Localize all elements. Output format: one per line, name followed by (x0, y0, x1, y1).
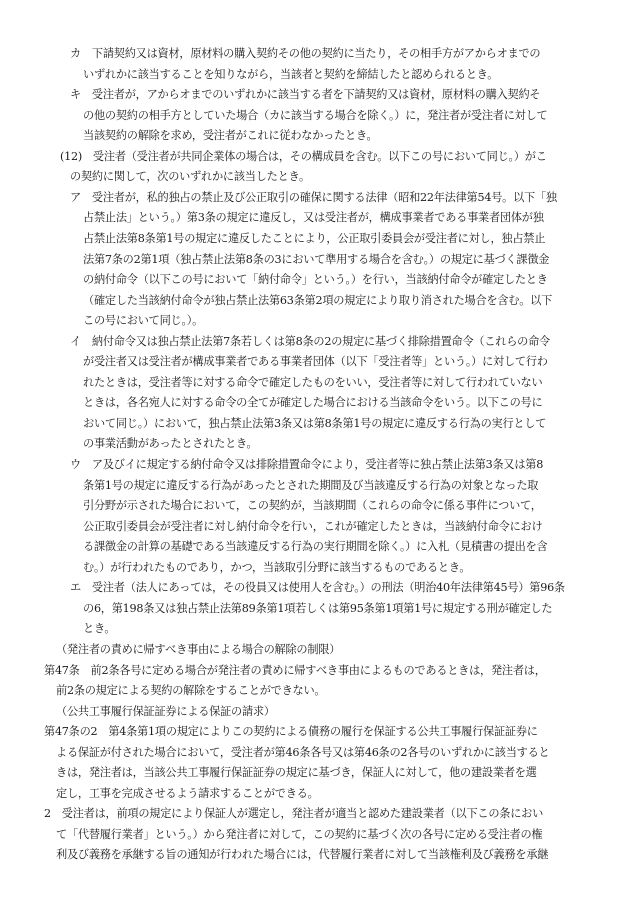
text-line: いずれかに該当することを知りながら，当該者と契約を締結したと認められるとき。 (83, 67, 499, 81)
text-line: イ 納付命令又は独占禁止法第7条若しくは第8条の2の規定に基づく排除措置命令（これらの命令 (70, 334, 550, 348)
text-line: の6，第198条又は独占禁止法第89条第1項若しくは第95条第1項第1号に規定する刑が確定した (83, 601, 553, 615)
text-line: の契約に関して，次のいずれかに該当したとき。 (70, 170, 310, 184)
text-line: の他の契約の相手方としていた場合（カに該当する場合を除く。）に，発注者が受注者に対して (83, 108, 548, 122)
text-line: ときは，各名宛人に対する命令の全てが確定した場合における当該命令をいう。以下この号に (83, 396, 543, 410)
text-line: 当該契約の解除を求め，受注者がこれに従わなかったとき。 (83, 129, 378, 143)
text-line: の事業活動があったとされたとき。 (83, 437, 258, 451)
text-line: 公正取引委員会が受注者に対し納付命令を行い，これが確定したときは，当該納付命令におけ (83, 519, 543, 533)
text-line: て「代替履行業者」という。）から発注者に対して，この契約に基づく次の各号に定める受注者の権 (56, 827, 543, 841)
text-line: 占禁止法」という。）第3条の規定に違反し，又は受注者が，構成事業者である事業者団体が独 (83, 211, 544, 225)
text-line: れたときは，受注者等に対する命令で確定したものをいい，受注者等に対して行われていない (83, 375, 543, 389)
text-line: ア 受注者が，私的独占の禁止及び公正取引の確保に関する法律（昭和22年法律第54号。以下「独 (70, 190, 557, 204)
text-line: む。）が行われたものであり，かつ，当該取引分野に該当するものであるとき。 (83, 560, 471, 574)
text-line: 法第7条の2第1項（独占禁止法第8条の3において準用する場合を含む。）の規定に基づく課徴金 (83, 252, 550, 266)
text-line: きは，発注者は，当該公共工事履行保証証券の規定に基づき，保証人に対して，他の建設業者を選 (56, 766, 537, 780)
text-line: この号において同じ。）。 (83, 314, 204, 328)
text-line: 定し，工事を完成させるよう請求することができる。 (56, 786, 319, 800)
text-line: キ 受注者が，アからオまでのいずれかに該当する者を下請契約又は資材，原材料の購入契約そ (70, 88, 541, 102)
text-line: の納付命令（以下この号において「納付命令」という。）を行い，当該納付命令が確定したとき (83, 273, 548, 287)
text-line: ウ ア及びイに規定する納付命令又は排除措置命令により，受注者等に独占禁止法第3条又は第8 (70, 458, 544, 471)
text-line: 条第1号の規定に違反する行為があったとされた期間及び当該違反する行為の対象となった取 (83, 478, 539, 492)
text-line: （確定した当該納付命令が独占禁止法第63条第2項の規定により取り消された場合を含む。以下 (83, 293, 553, 307)
paragraph-text: 2 受注者は，前項の規定により保証人が選定し，発注者が適当と認めた建設業者（以下この条におい (44, 807, 544, 821)
text-line: 利及び義務を承継する旨の通知が行われた場合には，代替履行業者に対して当該権利及び義務を承継 (56, 848, 549, 862)
article-text: 第47条の2 第4条第1項の規定によりこの契約による債務の履行を保証する公共工事履行保証証券に (44, 725, 538, 739)
text-line: 占禁止法第8条第1号の規定に違反したことにより，公正取引委員会が受注者に対し，独占禁止 (83, 231, 546, 245)
article-text: 第47条 前2条各号に定める場合が発注者の責めに帰すべき事由によるものであるときは，発注者は， (44, 663, 546, 677)
text-line: 引分野が示された場合において，この契約が，当該期間（これらの命令に係る事件について， (83, 499, 542, 513)
section-heading: （発注者の責めに帰すべき事由による場合の解除の制限） (56, 642, 341, 656)
text-line: おいて同じ。）において，独占禁止法第3条又は第8条第1号の規定に違反する行為の実行として (83, 416, 547, 430)
text-line: る課徴金の計算の基礎である当該違反する行為の実行期間を除く。）に入札（見積書の提出を含 (83, 540, 548, 554)
text-line: カ 下請契約又は資材，原材料の購入契約その他の契約に当たり，その相手方がアからオまでの (70, 47, 541, 60)
text-line: とき。 (83, 622, 116, 636)
text-line: 前2条の規定による契約の解除をすることができない。 (56, 684, 326, 698)
section-heading: （公共工事履行保証証券による保証の請求） (56, 704, 275, 718)
text-line: (12) 受注者（受注者が共同企業体の場合は，その構成員を含む。以下この号において同じ。）がこ (60, 149, 547, 163)
text-line: が受注者又は受注者が構成事業者である事業者団体（以下「受注者等」という。）に対して行わ (83, 355, 548, 369)
text-line: エ 受注者（法人にあっては，その役員又は使用人を含む。）の刑法（明治40年法律第45号）第96条 (70, 581, 565, 595)
text-line: よる保証が付された場合において，受注者が第46条各号又は第46条の2各号のいずれかに該当すると (56, 745, 550, 759)
